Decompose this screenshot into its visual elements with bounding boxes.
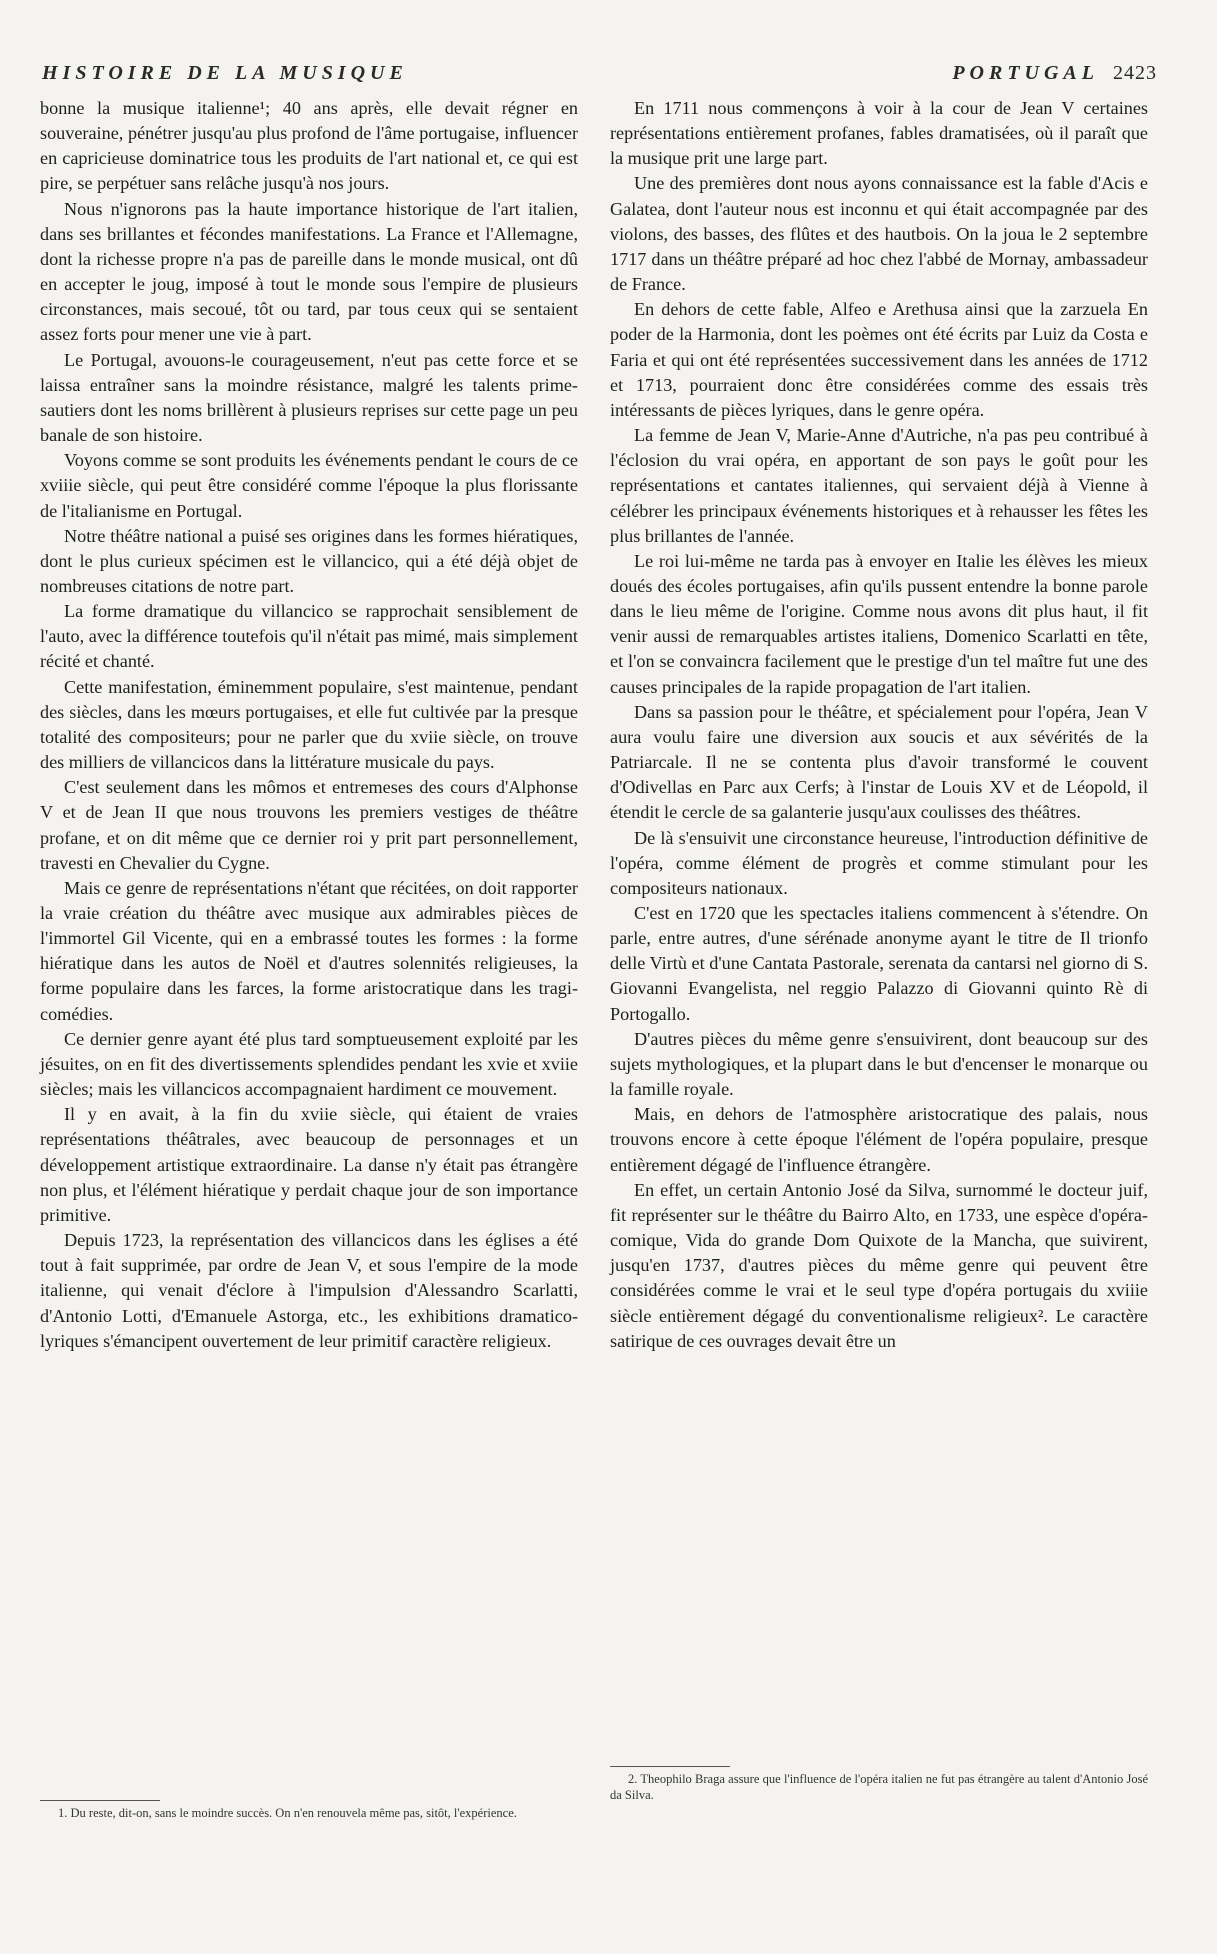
footnote-text: 2. Theophilo Braga assure que l'influence de l'opéra italien ne fut pas étrangère au talent d'Antonio José da Silva. — [610, 1772, 1148, 1802]
paragraph: Notre théâtre national a puisé ses origines dans les formes hiératiques, dont le plus curieux spécimen est le villancico, qui a été déjà objet de nombreuses citations de notre part. — [40, 525, 578, 596]
paragraph: Ce dernier genre ayant été plus tard somptueusement exploité par les jésuites, on en fit des divertissements splendides pendant les xvie et xviie siècles; mais les villancicos accompagnaient hardiment ce mouvement. — [40, 1028, 578, 1100]
paragraph: Nous n'ignorons pas la haute importance historique de l'art italien, dans ses brillantes et fécondes manifestations. La France et l'Allemagne, dont la richesse propre n'a pas de pareille dans le monde musical, ont dû en accepter le joug, imposé à tout le monde sous l'empire de plusieurs circonstances, mais secoué, tôt ou tard, par tous ceux qui se sentaient assez forts pour mener une vie à part. — [40, 198, 578, 345]
footnote-rule — [610, 1766, 730, 1767]
paragraph: Il y en avait, à la fin du xviie siècle, qui étaient de vraies représentations théâtrales, avec beaucoup de personnages et un développement artistique extraordinaire. La danse n'y était pas étrangère non plus, et l'élément hiératique y perdait chaque jour de son importance primitive. — [40, 1104, 578, 1225]
paragraph: Mais, en dehors de l'atmosphère aristocratique des palais, nous trouvons encore à cette époque l'élément de l'opéra populaire, presque entièrement dégagé de l'influence étrangère. — [610, 1104, 1148, 1175]
paragraph: En effet, un certain Antonio José da Silva, surnommé le docteur juif, fit représenter sur le théâtre du Bairro Alto, en 1733, une espèce d'opéra-comique, Vida do grande Dom Quixote de la Mancha, que suivirent, jusqu'en 1737, d'autres pièces du même genre qui peuvent être considérées comme le vrai et le seul type d'opéra portugais du xviiie siècle entièrement dégagé du conventionalisme religieux². Le caractère satirique de ces ouvrages devait être un — [610, 1179, 1148, 1351]
paragraph: Cette manifestation, éminemment populaire, s'est maintenue, pendant des siècles, dans les mœurs portugaises, et elle fut cultivée par la presque totalité des compositeurs; pour ne parler que du xviie siècle, on trouve des milliers de villancicos dans la littérature musicale du pays. — [40, 676, 578, 773]
paragraph: D'autres pièces du même genre s'ensuivirent, dont beaucoup sur des sujets mythologiques, et la plupart dans le but d'encenser le monarque ou la famille royale. — [610, 1028, 1148, 1100]
paragraph: Depuis 1723, la représentation des villancicos dans les églises a été tout à fait supprimée, par ordre de Jean V, et sous l'empire de la mode italienne, qui venait d'éclore à l'impulsion d'Alessandro Scarlatti, d'Antonio Lotti, d'Emanuele Astorga, etc., les exhibitions dramatico-lyriques s'émancipent ouvertement de leur primitif caractère religieux. — [40, 1230, 578, 1351]
paragraph: Le Portugal, avouons-le courageusement, n'eut pas cette force et se laissa entraîner sans la moindre résistance, malgré les talents prime-sautiers dont les noms brillèrent à plusieurs reprises sur cette page un peu banale de son histoire. — [40, 349, 578, 446]
paragraph: En 1711 nous commençons à voir à la cour de Jean V certaines représentations entièrement profanes, fables dramatisées, où il paraît que la musique prit une large part. — [610, 98, 1148, 169]
paragraph: Dans sa passion pour le théâtre, et spécialement pour l'opéra, Jean V aura voulu faire une diversion aux soucis et aux sévérités de la Patriarcale. Il ne se contenta plus d'avoir transformé le couvent d'Odivellas en Parc aux Cerfs; à l'instar de Louis XV et de Léopold, il étendit le cercle de sa galanterie jusqu'aux coulisses des théâtres. — [610, 701, 1148, 823]
left-column — [40, 96, 578, 1354]
header-right-title: PORTUGAL — [952, 62, 1099, 84]
paragraph: Voyons comme se sont produits les événements pendant le cours de ce xviiie siècle, qui peut être considéré comme l'époque la plus florissante de l'italianisme en Portugal. — [40, 450, 578, 521]
paragraph: Le roi lui-même ne tarda pas à envoyer en Italie les élèves les mieux doués des écoles portugaises, afin qu'ils pussent entendre la bonne parole dans le lieu même de l'origine. Comme nous avons dit plus haut, il fit venir aussi de remarquables artistes italiens, Domenico Scarlatti en tête, et l'on se convaincra facilement que le prestige d'un tel maître fut une des causes principales de la rapide propagation de l'art italien. — [610, 550, 1148, 697]
paragraph: Mais ce genre de représentations n'étant que récitées, on doit rapporter la vraie création du théâtre avec musique aux admirables pièces de l'immortel Gil Vicente, qui en a embrassé toutes les formes : la forme hiératique dans les autos de Noël et d'autres solennités religieuses, la forme populaire dans les farces, la forme aristocratique dans les tragi-comédies. — [40, 877, 578, 1024]
header-left-title: HISTOIRE DE LA MUSIQUE — [42, 62, 408, 84]
paragraph: De là s'ensuivit une circonstance heureuse, l'introduction définitive de l'opéra, comme élément de progrès et comme stimulant pour les compositeurs nationaux. — [610, 827, 1148, 898]
footnote-rule — [40, 1800, 160, 1801]
footnote-left — [40, 1805, 578, 1821]
running-header — [42, 62, 1157, 90]
paragraph: Une des premières dont nous ayons connaissance est la fable d'Acis e Galatea, dont l'auteur nous est inconnu et qui était accompagnée par des violons, des basses, des flûtes et des hautbois. On la joua le 2 septembre 1717 dans un théâtre préparé ad hoc chez l'abbé de Mornay, ambassadeur de France. — [610, 173, 1148, 295]
footnote-right — [610, 1771, 1148, 1803]
paragraph: La forme dramatique du villancico se rapprochait sensiblement de l'auto, avec la différence toutefois qu'il n'était pas mimé, mais simplement récité et chanté. — [40, 601, 578, 672]
header-right — [952, 62, 1157, 85]
paragraph: C'est seulement dans les mômos et entremeses des cours d'Alphonse V et de Jean II que nous trouvons les premiers vestiges de théâtre profane, et on dit même que ce dernier roi y prit part personnellement, travesti en Chevalier du Cygne. — [40, 777, 578, 873]
paragraph: bonne la musique italienne¹; 40 ans après, elle devait régner en souveraine, pénétrer jusqu'au plus profond de l'âme portugaise, influencer en capricieuse dominatrice tous les produits de l'art national et, ce qui est pire, se perpétuer sans relâche jusqu'à nos jours. — [40, 98, 578, 194]
footnote-text: 1. Du reste, dit-on, sans le moindre succès. On n'en renouvela même pas, sitôt, l'expérience. — [58, 1806, 517, 1820]
page-number: 2423 — [1113, 62, 1157, 84]
paragraph: En dehors de cette fable, Alfeo e Arethusa ainsi que la zarzuela En poder de la Harmonia, dont les poèmes ont été écrits par Luiz da Costa e Faria et qui ont été représentées successivement dans les années de 1712 et 1713, pourraient donc être considérées comme des essais très intéressants de pièces lyriques, dans le genre opéra. — [610, 299, 1148, 420]
right-column — [610, 96, 1148, 1354]
paragraph: La femme de Jean V, Marie-Anne d'Autriche, n'a pas peu contribué à l'éclosion du vrai opéra, en apportant de son pays le goût pour les représentations et cantates italiennes, qui servaient déjà à Vienne à célébrer les principaux événements historiques et à rehausser les fêtes les plus brillantes de l'année. — [610, 425, 1148, 546]
paragraph: C'est en 1720 que les spectacles italiens commencent à s'étendre. On parle, entre autres, d'une sérénade anonyme ayant le titre de Il trionfo delle Virtù et d'une Cantata Pastorale, serenata da cantarsi nel giorno di S. Giovanni Evangelista, nel reggio Palazzo di Giovanni quinto Rè di Portogallo. — [610, 903, 1148, 1024]
